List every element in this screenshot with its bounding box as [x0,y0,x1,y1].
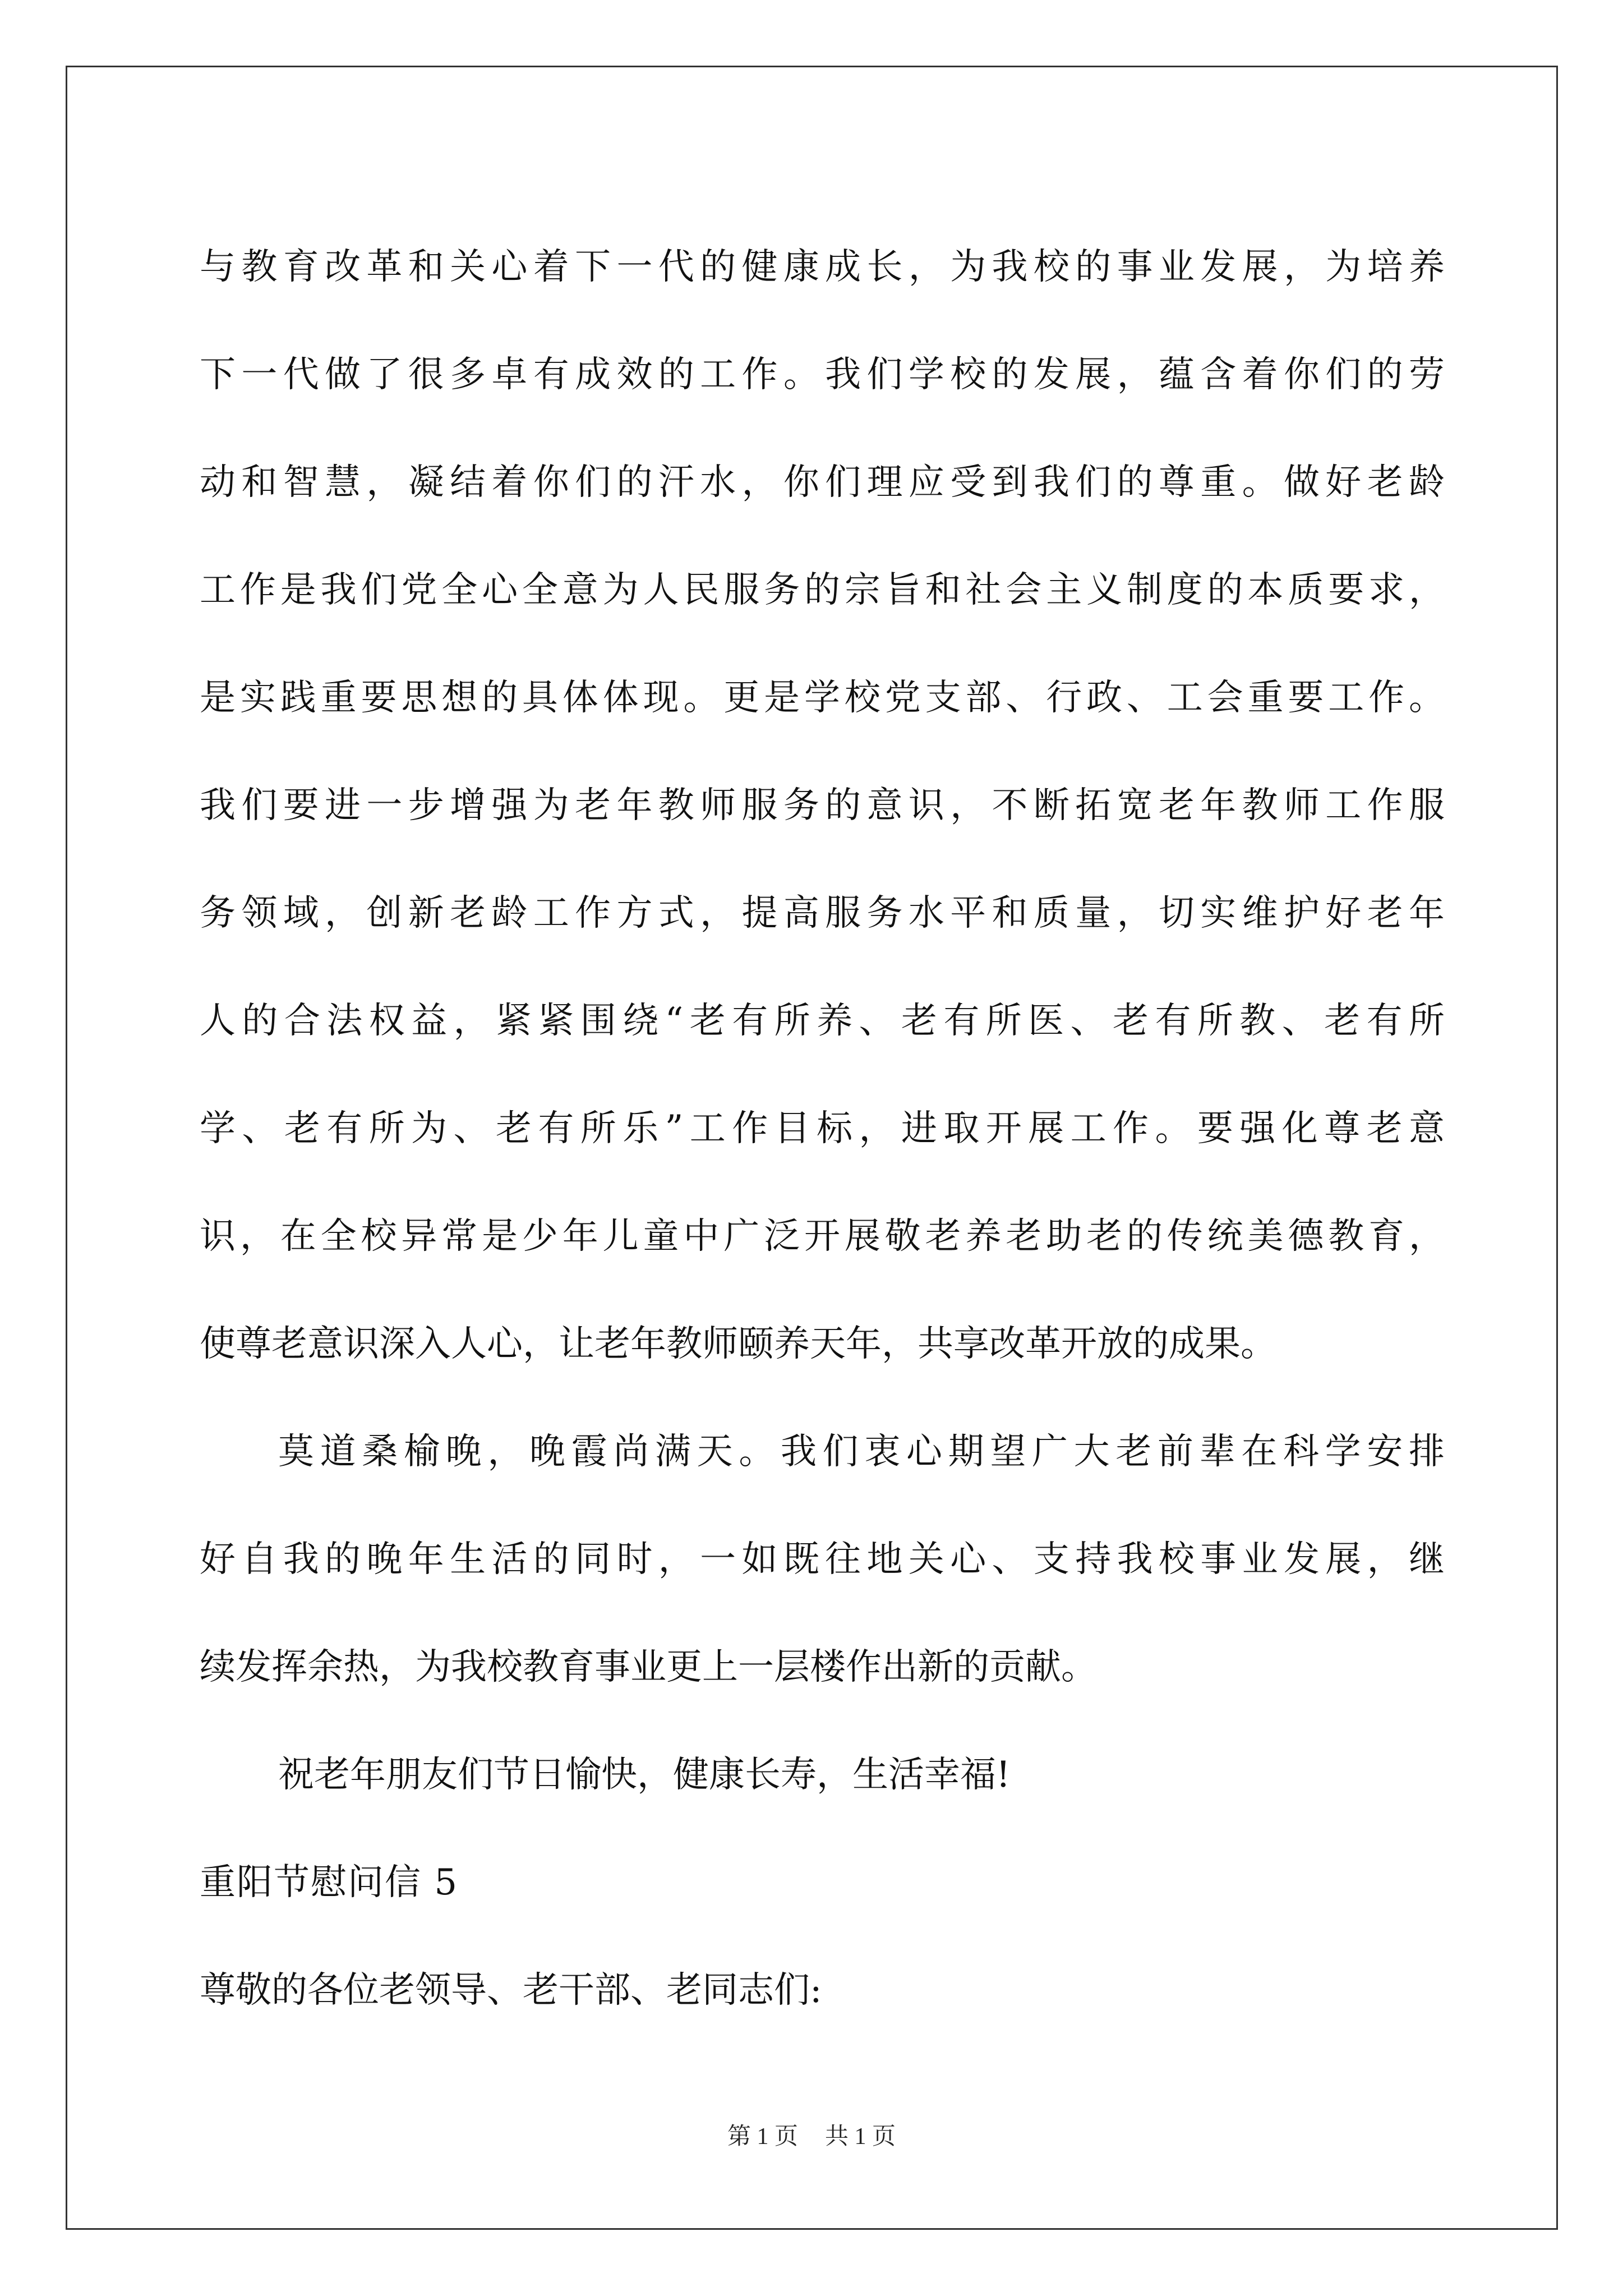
page-footer [0,2118,1623,2151]
text-line: 续发挥余热，为我校教育事业更上一层楼作出新的贡献。 [200,1646,1097,1688]
text-line: 好自我的晚年生活的同时，一如既往地关心、支持我校事业发展，继 [200,1539,1445,1580]
text-line: 务领域，创新老龄工作方式，提高服务水平和质量，切实维护好老年 [200,892,1445,934]
text-line: 与教育改革和关心着下一代的健康成长，为我校的事业发展，为培养 [200,246,1445,288]
text-line: 人的合法权益，紧紧围绕“老有所养、老有所医、老有所教、老有所 [200,1000,1445,1042]
text-line: 是实践重要思想的具体体现。更是学校党支部、行政、工会重要工作。 [200,677,1445,719]
text-line: 我们要进一步增强为老年教师服务的意识，不断拓宽老年教师工作服 [200,785,1445,826]
text-line: 识，在全校异常是少年儿童中广泛开展敬老养老助老的传统美德教育， [200,1216,1445,1257]
text-line: 学、老有所为、老有所乐”工作目标，进取开展工作。要强化尊老意 [200,1108,1445,1149]
text-line: 动和智慧，凝结着你们的汗水，你们理应受到我们的尊重。做好老龄 [200,462,1445,503]
paragraph-first-line: 莫道桑榆晚，晚霞尚满天。我们衷心期望广大老前辈在科学安排 [278,1431,1445,1473]
paragraph-first-line: 祝老年朋友们节日愉快，健康长寿，生活幸福! [278,1754,1011,1796]
section-heading: 重阳节慰问信 5 [200,1862,459,1903]
text-line: 下一代做了很多卓有成效的工作。我们学校的发展，蕴含着你们的劳 [200,354,1445,395]
salutation: 尊敬的各位老领导、老干部、老同志们: [200,1970,822,2011]
page-total: 共 1 页 [825,2124,896,2150]
text-line: 工作是我们党全心全意为人民服务的宗旨和社会主义制度的本质要求， [200,569,1445,611]
text-line: 使尊老意识深入人心，让老年教师颐养天年，共享改革开放的成果。 [200,1323,1276,1365]
page-number: 第 1 页 [727,2124,798,2150]
document-body [200,213,1445,2044]
